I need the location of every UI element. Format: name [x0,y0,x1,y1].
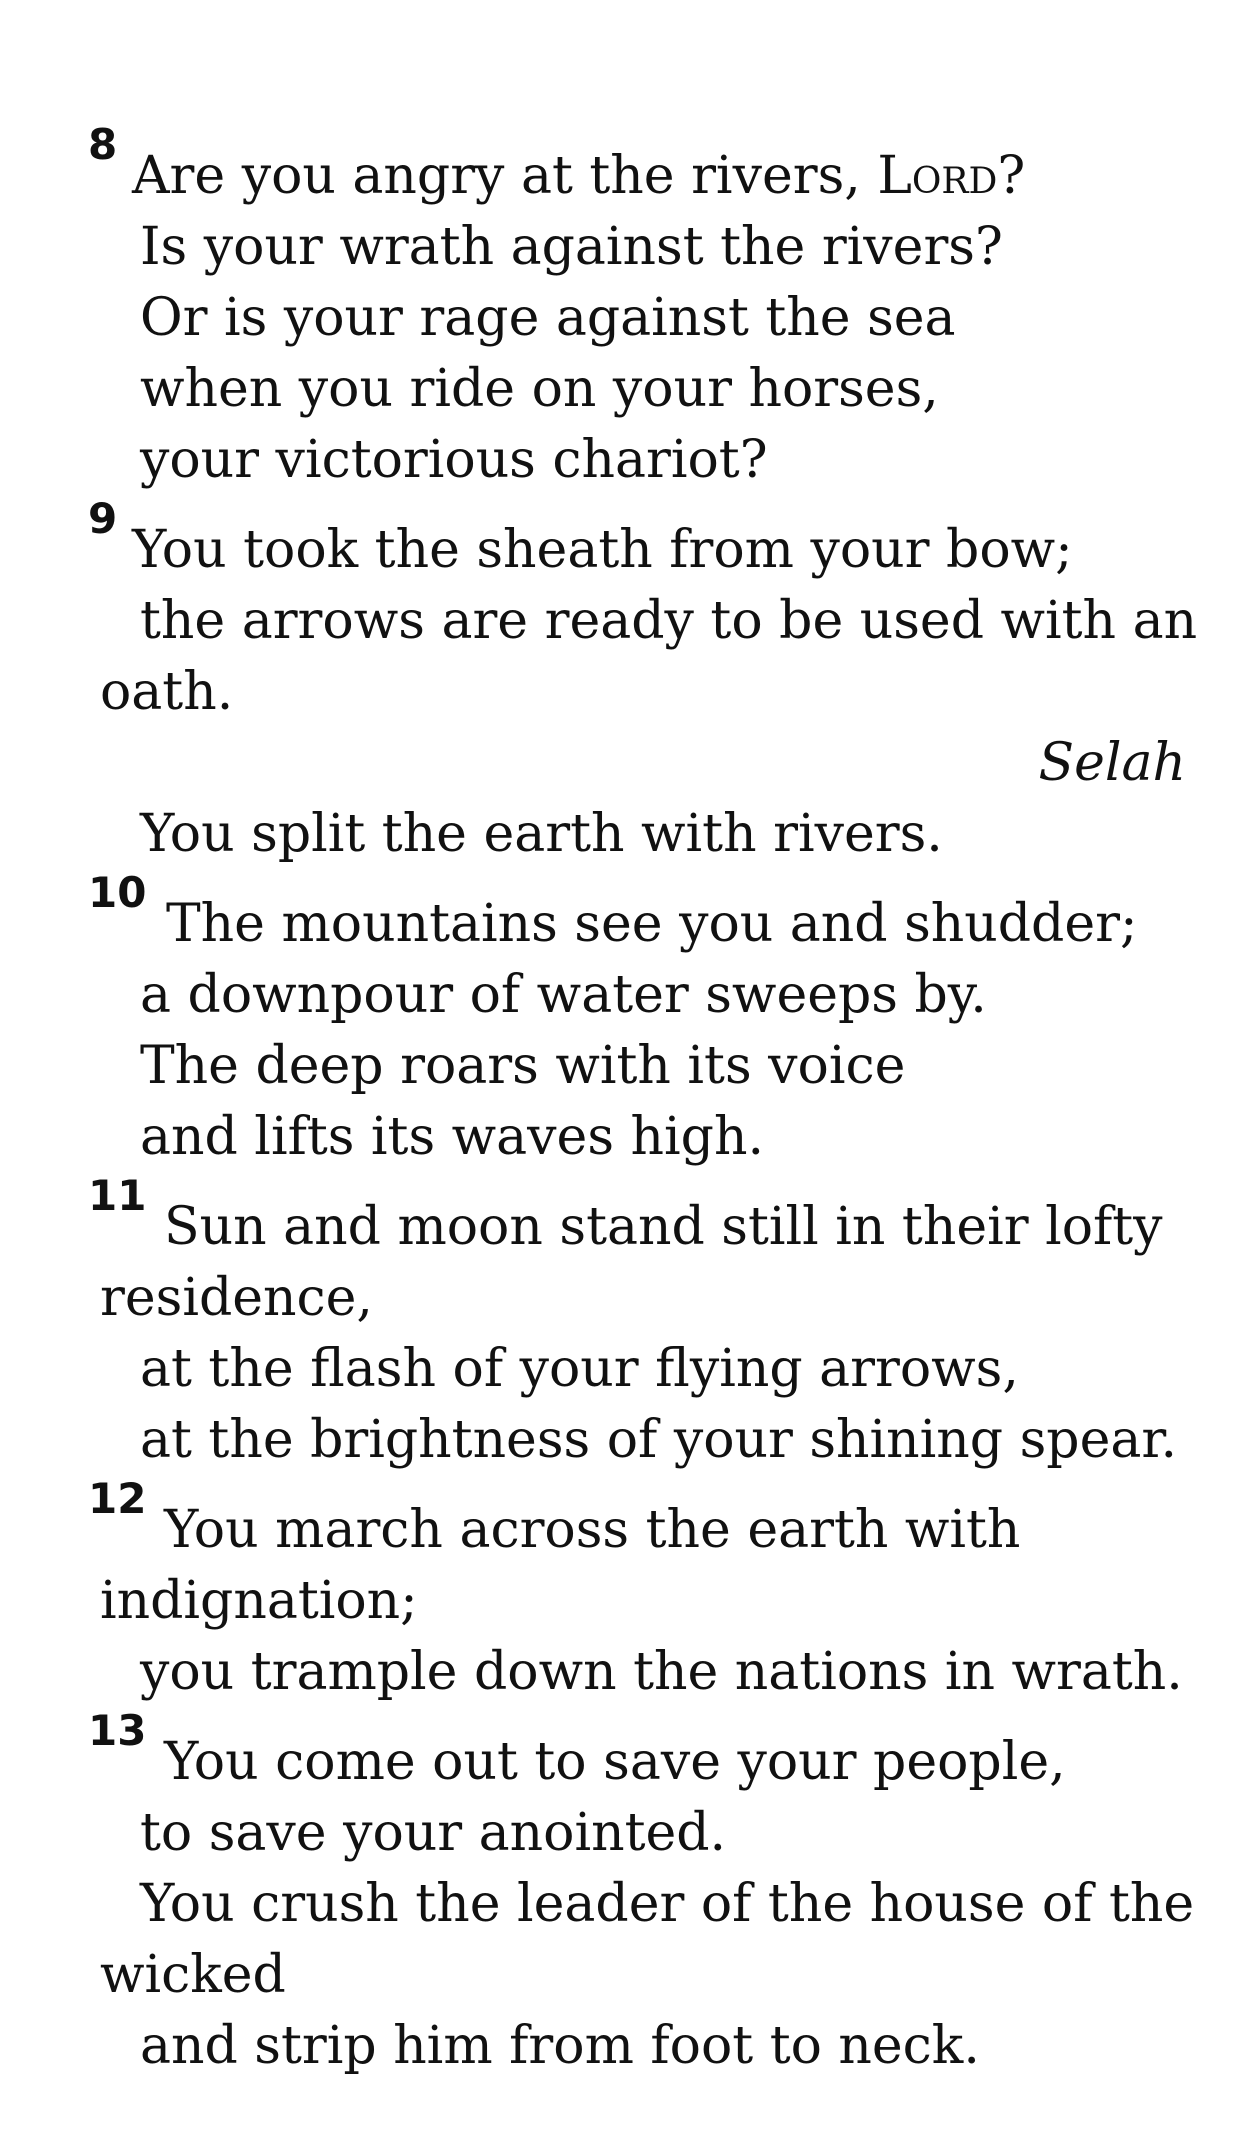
verse-line: at the brightness of your shining spear. [140,1410,1178,1470]
verse-line: You split the earth with rivers. [140,804,943,864]
verse-line: You march across the earth with [164,1500,1021,1560]
verse-line: The mountains see you and shudder; [166,894,1138,954]
verse-line: You took the sheath from your bow; [132,520,1073,580]
verse-number: 10 [88,868,147,917]
verse-line [132,146,1026,206]
verse-number: 9 [88,494,118,543]
verse-number: 11 [88,1171,147,1220]
verse-line: residence, [100,1268,373,1328]
verse-line: you trample down the nations in wrath. [140,1642,1183,1702]
verse-line: and lifts its waves high. [140,1107,764,1167]
verse-line: when you ride on your horses, [140,359,939,419]
verse-line: You crush the leader of the house of the [140,1874,1195,1934]
verse-line: You come out to save your people, [164,1732,1066,1792]
verse-line: your victorious chariot? [140,430,768,490]
verse-line: indignation; [100,1571,418,1631]
verse-line: Or is your rage against the sea [140,288,956,348]
verse-line: to save your anointed. [140,1803,727,1863]
verse-number: 12 [88,1474,147,1523]
verse-line: the arrows are ready to be used with an [140,591,1198,651]
verse-line: Sun and moon stand still in their lofty [164,1197,1163,1257]
verse-text-end: ? [997,146,1026,206]
verse-line: wicked [100,1945,286,2005]
verse-line: oath. [100,662,234,722]
divine-name: Lord [877,146,998,206]
verse-line: The deep roars with its voice [140,1036,906,1096]
verse-line: Is your wrath against the rivers? [140,217,1003,277]
verse-line: a downpour of water sweeps by. [140,965,987,1025]
verse-line: at the flash of your flying arrows, [140,1339,1019,1399]
verse-number: 8 [88,120,118,169]
verse-line: and strip him from foot to neck. [140,2016,980,2076]
verse-number: 13 [88,1706,147,1755]
selah-marker: Selah [1038,733,1186,793]
verse-text: Are you angry at the rivers, [132,146,878,206]
